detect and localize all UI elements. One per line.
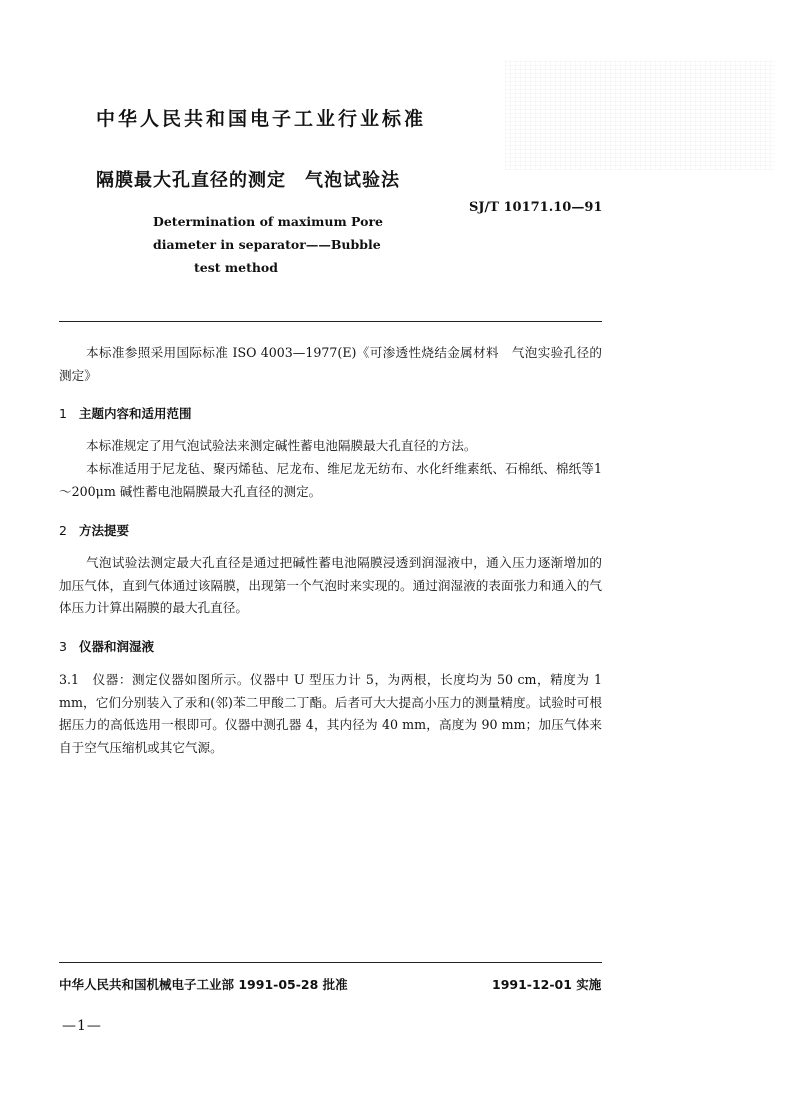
intro-paragraph: 本标准参照采用国际标准 ISO 4003—1977(E)《可渗透性烧结金属材料 气泡实验孔径的测定》 <box>59 345 602 383</box>
document-title-cn: 隔膜最大孔直径的测定 气泡试验法 <box>96 170 400 191</box>
header-divider <box>59 321 602 322</box>
effective-date: 1991-12-01 实施 <box>492 977 602 992</box>
document-title-en-line-1: Determination of maximum Pore <box>153 214 383 229</box>
section-2-paragraph-1: 气泡试验法测定最大孔直径是通过把碱性蓄电池隔膜浸透到润湿液中，通入压力逐渐增加的加压气体，直到气体通过该隔膜，出现第一个气泡时来实现的。通过润湿液的表面张力和通入的气体压力计算出隔膜的最大孔直径。 <box>59 555 602 615</box>
standard-header-title: 中华人民共和国电子工业行业标准 <box>96 108 427 130</box>
document-title-en-line-3: test method <box>194 260 279 275</box>
section-heading-1 <box>59 404 192 422</box>
section-title: 方法提要 <box>79 523 130 538</box>
section-number: 2 <box>59 523 67 538</box>
section-heading-2 <box>59 521 129 539</box>
document-title-en-line-2: diameter in separator——Bubble <box>153 237 381 252</box>
page-number: —1— <box>62 1018 102 1034</box>
section-title: 仪器和润湿液 <box>79 639 155 654</box>
section-3-paragraph-1: 3.1 仪器：测定仪器如图所示。仪器中 U 型压力计 5，为两根，长度均为 50 cm，精度为 1 mm，它们分别装入了汞和(邻)苯二甲酸二丁酯。后者可大大提高小压力的测量精度。试验时可根据压力的高低选用一根即可。仪器中测孔器 4，其内径为 40 mm，高度为 90 mm；加压气体来自于空气压缩机或其它气源。 <box>59 672 602 755</box>
approval-line: 中华人民共和国机械电子工业部 1991-05-28 批准 <box>59 977 348 992</box>
section-1-paragraph-2: 本标准适用于尼龙毡、聚丙烯毡、尼龙布、维尼龙无纺布、水化纤维素纸、石棉纸、棉纸等1～200μm 碱性蓄电池隔膜最大孔直径的测定。 <box>59 461 602 499</box>
section-title: 主题内容和适用范围 <box>79 406 192 421</box>
standard-code: SJ/T 10171.10—91 <box>469 200 603 215</box>
footer-divider <box>59 962 602 963</box>
section-number: 3 <box>59 639 67 654</box>
section-heading-3 <box>59 637 154 655</box>
scan-noise <box>505 60 775 170</box>
section-number: 1 <box>59 406 67 421</box>
section-1-paragraph-1: 本标准规定了用气泡试验法来测定碱性蓄电池隔膜最大孔直径的方法。 <box>86 438 477 453</box>
